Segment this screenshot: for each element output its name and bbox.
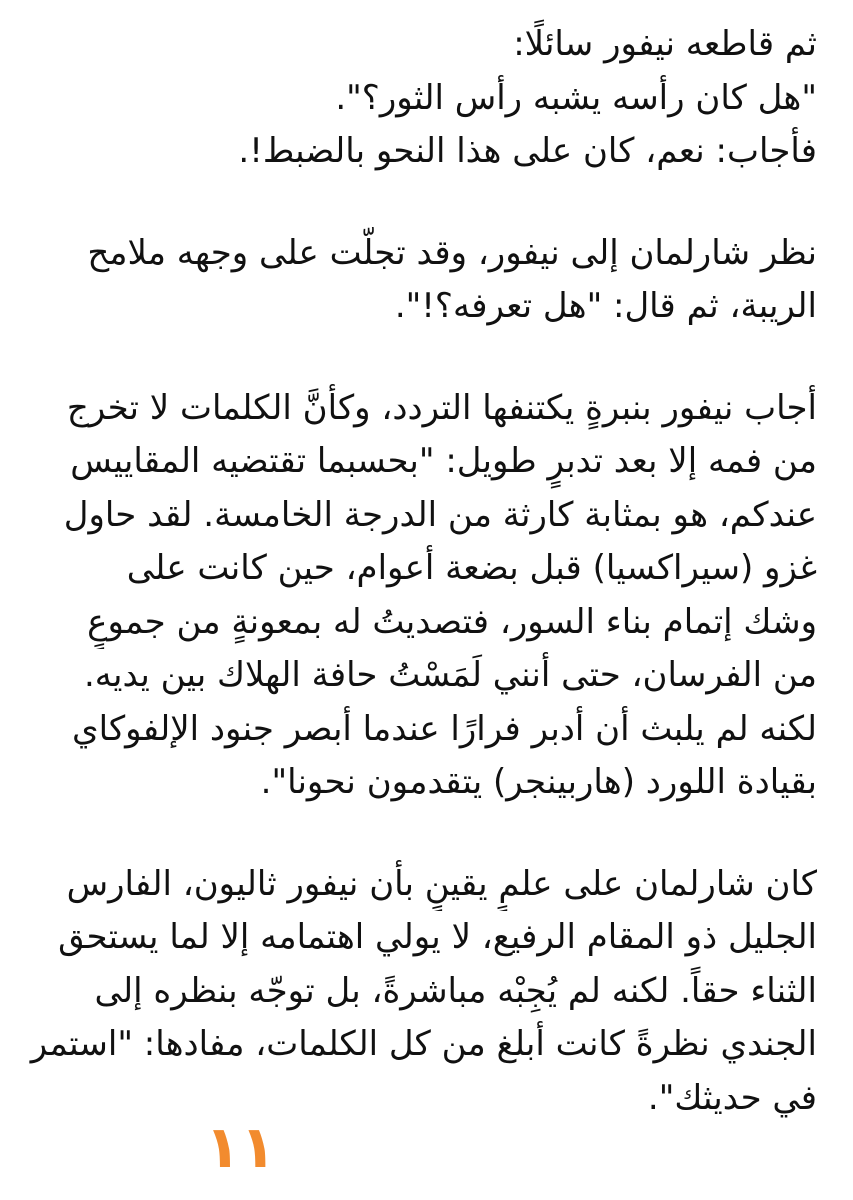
text-line: بقيادة اللورد (هاربينجر) يتقدمون نحونا". (260, 762, 817, 802)
paragraph-3 (27, 382, 817, 810)
text-line: الجندي نظرةً كانت أبلغ من كل الكلمات، مفادها: "استمر (30, 1024, 817, 1064)
text-line: الثناء حقاً. لكنه لم يُجِبْه مباشرةً، بل توجّه بنظره إلى (94, 970, 817, 1011)
text-line: لكنه لم يلبث أن أدبر فرارًا عندما أبصر جنود الإلفوكاي (71, 708, 817, 749)
text-line: من فمه إلا بعد تدبرٍ طويل: "بحسبما تقتضيه المقاييس (70, 441, 817, 481)
text-line: "هل كان رأسه يشبه رأس الثور؟". (335, 77, 817, 118)
text-line: كان شارلمان على علمٍ يقينٍ بأن نيفور ثاليون، الفارس (66, 863, 817, 904)
paragraph-1 (27, 18, 817, 179)
text-line: الجليل ذو المقام الرفيع، لا يولي اهتمامه إلا لما يستحق (58, 917, 817, 957)
paragraph-2 (27, 227, 817, 334)
text-line: الريبة، ثم قال: "هل تعرفه؟!". (394, 286, 817, 326)
text-line: عندكم، هو بمثابة كارثة من الدرجة الخامسة. لقد حاول (63, 494, 817, 535)
text-line: فأجاب: نعم، كان على هذا النحو بالضبط!. (238, 131, 817, 171)
text-line: غزو (سيراكسيا) قبل بضعة أعوام، حين كانت على (126, 548, 817, 588)
document-page (27, 18, 817, 1173)
text-line: من الفرسان، حتى أنني لَمَسْتُ حافة الهلاك بين يديه. (83, 655, 817, 695)
text-line: نظر شارلمان إلى نيفور، وقد تجلَّت على وجهه ملامح (87, 232, 817, 273)
text-line: أجاب نيفور بنبرةٍ يكتنفها التردد، وكأنَّ الكلمات لا تخرج (66, 387, 817, 428)
page-number: ١١ (205, 1113, 276, 1181)
text-line: وشك إتمام بناء السور، فتصديتُ له بمعونةٍ من جموعٍ (87, 601, 817, 642)
text-line: ثم قاطعه نيفور سائلًا: (513, 24, 817, 64)
text-line: في حديثك". (647, 1077, 817, 1118)
paragraph-4 (27, 858, 817, 1126)
